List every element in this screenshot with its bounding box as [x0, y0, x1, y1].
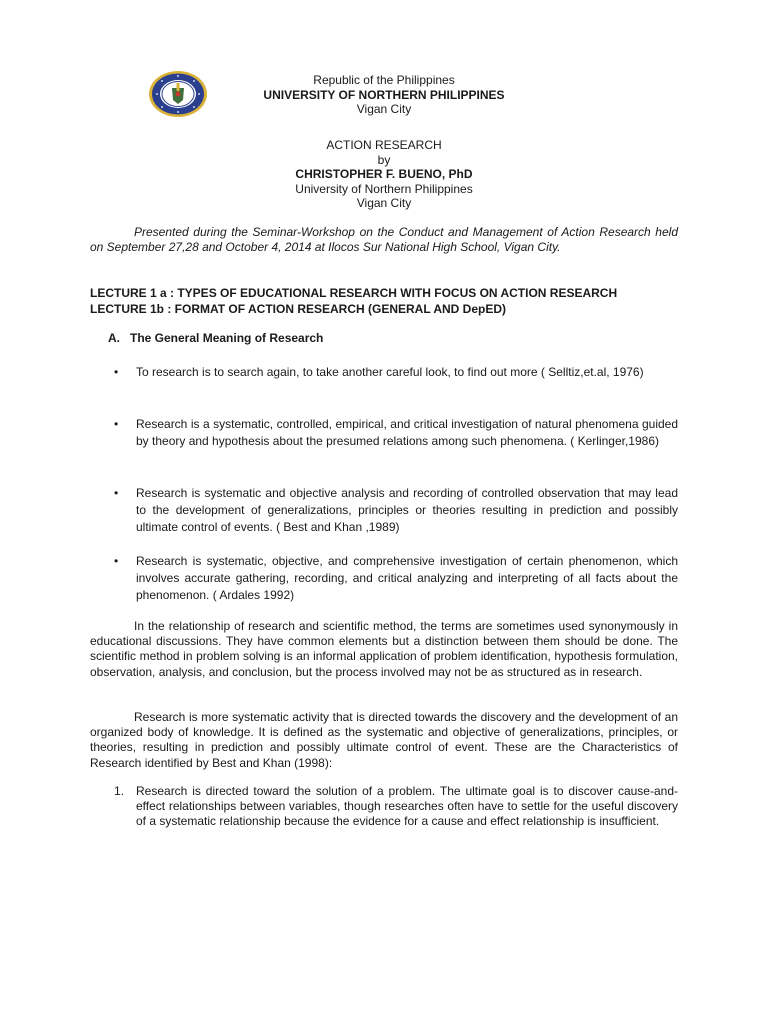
list-number: 1. [114, 784, 125, 798]
document-title: ACTION RESEARCH [326, 138, 442, 152]
bullet-text: Research is systematic and objective analysis and recording of controlled observation that may lead to the development of generalizations, principles or theories resulting in prediction and possibly ultimate control of events. ( Best and Khan ,1989) [136, 486, 678, 534]
lecture-1b-heading: LECTURE 1b : FORMAT OF ACTION RESEARCH (GENERAL AND DepED) [90, 302, 506, 316]
body-paragraph-2: Research is more systematic activity that is directed towards the discovery and the development of an organized body of knowledge. It is defined as the systematic and objective of generalizations, principles, or theories, resulting in prediction and possibly ultimate control of event. These are the Characteristics of Research identified by Best and Khan (1998): [90, 710, 678, 770]
lecture-1a-heading: LECTURE 1 a : TYPES OF EDUCATIONAL RESEARCH WITH FOCUS ON ACTION RESEARCH [90, 286, 618, 300]
list-item [108, 416, 678, 450]
bullet-text: Research is systematic, objective, and comprehensive investigation of certain phenomenon, which involves accurate gathering, recording, and critical analyzing and interpreting of all facts about the phenomenon. ( Ardales 1992) [136, 554, 678, 602]
section-a-heading [108, 331, 323, 346]
author-name: CHRISTOPHER F. BUENO, PhD [295, 167, 473, 181]
body-paragraph-1: In the relationship of research and scientific method, the terms are sometimes used synonymously in educational discussions. They have common elements but a distinction between them should be done. The scientific method in problem solving is an informal application of problem identification, hypothesis formulation, observation, analysis, and conclusion, but the process involved may not be as structured as in research. [90, 619, 678, 679]
author-city: Vigan City [356, 196, 412, 210]
list-item [108, 485, 678, 536]
university-name: UNIVERSITY OF NORTHERN PHILIPPINES [263, 87, 505, 102]
country-line: Republic of the Philippines [313, 73, 455, 87]
bullet-icon: • [114, 417, 119, 431]
numbered-item-text: Research is directed toward the solution of a problem. The ultimate goal is to discover cause-and-effect relationships between variables, though researches often have to settle for the useful discovery of a systematic relationship because the evidence for a cause and effect relationship is insufficient. [136, 784, 678, 829]
bullet-text: To research is to search again, to take another careful look, to find out more ( Selltiz,et.al, 1976) [136, 365, 644, 379]
section-a-marker: A. [108, 331, 120, 345]
bullet-text: Research is a systematic, controlled, empirical, and critical investigation of natural phenomena guided by theory and hypothesis about the presumed relations among such phenomena. ( Kerlinger,1986) [136, 417, 678, 448]
numbered-list-item [108, 784, 678, 830]
document-header [0, 73, 768, 117]
title-block [0, 138, 768, 211]
intro-paragraph: Presented during the Seminar-Workshop on the Conduct and Management of Action Research held on September 27,28 and October 4, 2014 at Ilocos Sur National High School, Vigan City. [90, 225, 678, 255]
bullet-icon: • [114, 554, 119, 568]
section-a-title: The General Meaning of Research [130, 331, 324, 345]
city-line: Vigan City [356, 102, 412, 116]
bullet-icon: • [114, 486, 119, 500]
bullet-icon: • [114, 365, 119, 379]
author-affiliation: University of Northern Philippines [295, 181, 473, 196]
by-line: by [377, 152, 391, 167]
list-item [108, 364, 678, 381]
list-item [108, 553, 678, 604]
